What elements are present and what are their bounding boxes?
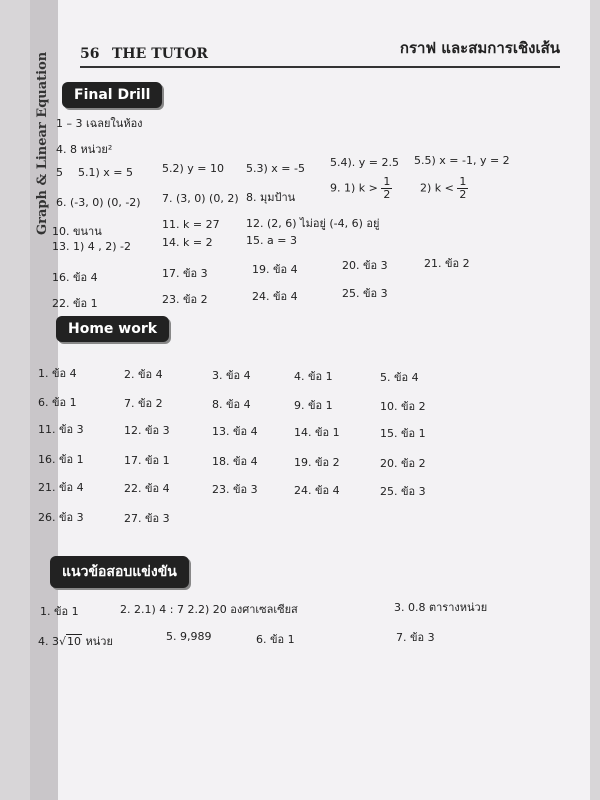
answer-16: 16. ข้อ 4 — [52, 271, 98, 284]
answer-9-2-text: 2) k < — [420, 181, 454, 195]
page-header — [80, 39, 560, 68]
book-page — [30, 0, 590, 800]
answer-5-4: 5.4). y = 2.5 — [330, 156, 399, 169]
sqrt-symbol: √ — [59, 635, 67, 648]
answer-1-3: 1 – 3 เฉลยในห้อง — [56, 117, 143, 130]
homework-answer-9: 9. ข้อ 1 — [294, 399, 333, 412]
homework-answer-15: 15. ข้อ 1 — [380, 427, 426, 440]
exam-answer-4-unit: หน่วย — [85, 635, 113, 648]
homework-answer-24: 24. ข้อ 4 — [294, 484, 340, 497]
exam-answer-5: 5. 9,989 — [166, 630, 212, 643]
answer-22: 22. ข้อ 1 — [52, 297, 98, 310]
fraction-numerator: 1 — [459, 175, 467, 188]
answer-20: 20. ข้อ 3 — [342, 259, 388, 272]
exam-answer-2: 2. 2.1) 4 : 7 2.2) 20 องศาเซลเซียส — [120, 603, 298, 616]
answer-9-1 — [330, 176, 392, 201]
answer-5-label: 5 — [56, 166, 63, 179]
homework-answer-13: 13. ข้อ 4 — [212, 425, 258, 438]
homework-answer-12: 12. ข้อ 3 — [124, 424, 170, 437]
homework-answer-4: 4. ข้อ 1 — [294, 370, 333, 383]
homework-answer-2: 2. ข้อ 4 — [124, 368, 163, 381]
exam-heading: แนวข้อสอบแข่งขัน — [50, 556, 189, 588]
homework-answer-23: 23. ข้อ 3 — [212, 483, 258, 496]
homework-answer-21: 21. ข้อ 4 — [38, 481, 84, 494]
answer-14: 14. k = 2 — [162, 236, 213, 249]
answer-5-3: 5.3) x = -5 — [246, 162, 305, 175]
fraction-one-half — [381, 176, 392, 201]
homework-answer-26: 26. ข้อ 3 — [38, 511, 84, 524]
exam-answer-4 — [38, 632, 113, 650]
exam-answer-7: 7. ข้อ 3 — [396, 631, 435, 644]
answer-12: 12. (2, 6) ไม่อยู่ (-4, 6) อยู่ — [246, 217, 380, 230]
answer-9-2 — [420, 176, 468, 201]
spine-text: Graph & Linear Equation — [35, 51, 50, 235]
homework-answer-6: 6. ข้อ 1 — [38, 396, 77, 409]
homework-answer-20: 20. ข้อ 2 — [380, 457, 426, 470]
homework-answer-18: 18. ข้อ 4 — [212, 455, 258, 468]
final-drill-heading: Final Drill — [62, 82, 162, 108]
answer-15: 15. a = 3 — [246, 234, 297, 247]
answer-8: 8. มุมป้าน — [246, 191, 296, 204]
homework-answer-11: 11. ข้อ 3 — [38, 423, 84, 436]
answer-23: 23. ข้อ 2 — [162, 293, 208, 306]
homework-answer-3: 3. ข้อ 4 — [212, 369, 251, 382]
page-number: 56 — [80, 46, 100, 62]
answer-5-1: 5.1) x = 5 — [78, 166, 133, 179]
homework-answer-22: 22. ข้อ 4 — [124, 482, 170, 495]
exam-answer-4-coef: 4. 3 — [38, 635, 59, 648]
answer-24: 24. ข้อ 4 — [252, 290, 298, 303]
fraction-numerator: 1 — [383, 175, 391, 188]
homework-heading: Home work — [56, 316, 169, 342]
answer-19: 19. ข้อ 4 — [252, 263, 298, 276]
exam-answer-3: 3. 0.8 ตารางหน่วย — [394, 601, 488, 614]
answer-25: 25. ข้อ 3 — [342, 287, 388, 300]
answer-9-1-text: 9. 1) k > — [330, 181, 378, 195]
fraction-one-half — [457, 176, 468, 201]
fraction-denominator: 2 — [459, 188, 467, 201]
answer-13: 13. 1) 4 , 2) -2 — [52, 240, 132, 253]
exam-answer-6: 6. ข้อ 1 — [256, 633, 295, 646]
answer-21: 21. ข้อ 2 — [424, 257, 470, 270]
answer-5-5: 5.5) x = -1, y = 2 — [414, 154, 510, 167]
homework-answer-25: 25. ข้อ 3 — [380, 485, 426, 498]
sqrt-radicand: 10 — [67, 635, 82, 648]
homework-answer-17: 17. ข้อ 1 — [124, 454, 170, 467]
answer-17: 17. ข้อ 3 — [162, 267, 208, 280]
answer-4: 4. 8 หน่วย² — [56, 143, 113, 156]
answer-7: 7. (3, 0) (0, 2) — [162, 192, 239, 205]
exam-answer-1: 1. ข้อ 1 — [40, 605, 79, 618]
homework-answer-19: 19. ข้อ 2 — [294, 456, 340, 469]
answer-11: 11. k = 27 — [162, 218, 220, 231]
homework-answer-8: 8. ข้อ 4 — [212, 398, 251, 411]
answer-5-2: 5.2) y = 10 — [162, 162, 224, 175]
book-title: THE TUTOR — [112, 46, 209, 62]
answer-6: 6. (-3, 0) (0, -2) — [56, 196, 141, 209]
homework-answer-14: 14. ข้อ 1 — [294, 426, 340, 439]
homework-answer-1: 1. ข้อ 4 — [38, 367, 77, 380]
homework-answer-10: 10. ข้อ 2 — [380, 400, 426, 413]
homework-answer-5: 5. ข้อ 4 — [380, 371, 419, 384]
homework-answer-16: 16. ข้อ 1 — [38, 453, 84, 466]
homework-answer-7: 7. ข้อ 2 — [124, 397, 163, 410]
answer-10: 10. ขนาน — [52, 225, 102, 238]
homework-answer-27: 27. ข้อ 3 — [124, 512, 170, 525]
chapter-title: กราฟ และสมการเชิงเส้น — [399, 39, 560, 57]
fraction-denominator: 2 — [383, 188, 391, 201]
